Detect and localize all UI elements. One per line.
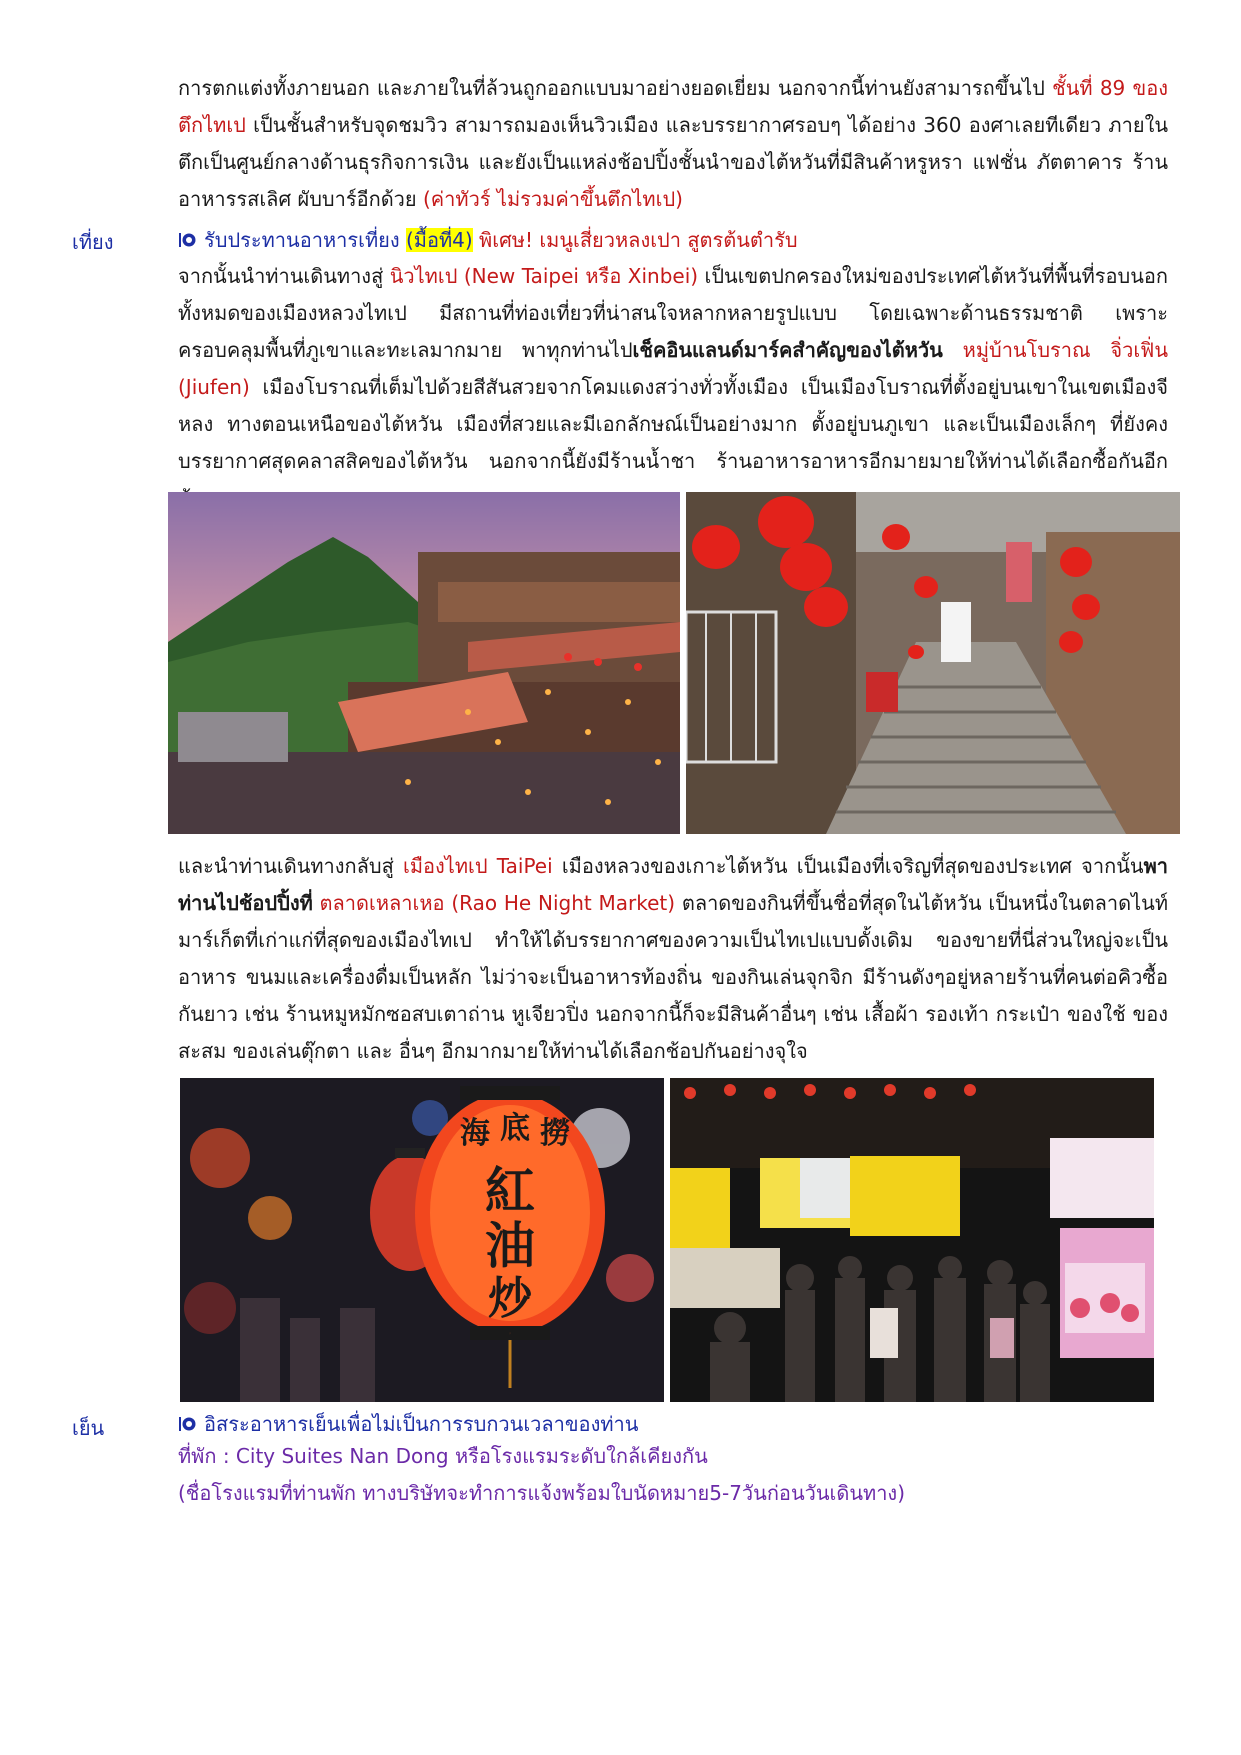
photo-jiufen-mountain <box>168 492 680 834</box>
lunch-special: พิเศษ! เมนูเสี่ยวหลงเปา สูตรต้นตำรับ <box>472 228 798 252</box>
dinner-block <box>178 1408 1168 1509</box>
meal-number: (มื้อที่4) <box>405 228 473 252</box>
dinner-label: เย็น <box>72 1416 105 1440</box>
photo-night-lantern <box>180 1078 664 1402</box>
text-run: การตกแต่งทั้งภายนอก และภายในที่ล้วนถูกออกแบบมาอย่างยอดเยี่ยม นอกจากนี้ท่านยังสามารถขึ้นไป <box>178 76 1053 100</box>
lantern-char-1: 海 <box>460 1116 490 1151</box>
hotel-line: ที่พัก : City Suites Nan Dong หรือโรงแรมระดับใกล้เคียงกัน <box>178 1444 708 1468</box>
lantern-char-7: 手 <box>509 1334 511 1335</box>
text-shopping: พาท่านไปช้อปปิ้งที่ <box>178 854 1168 915</box>
text-landmark: เช็คอินแลนด์มาร์คสำคัญของไต้หวัน <box>632 338 943 362</box>
dish-icon <box>178 230 198 250</box>
jiufen-text <box>178 258 1168 517</box>
text-taipei: เมืองไทเป TaiPei <box>403 854 553 878</box>
photo-jiufen-alley <box>686 492 1180 834</box>
lantern-char-4: 紅 <box>485 1162 535 1220</box>
paragraph-raohe <box>178 848 1168 1070</box>
text-run: เมืองโบราณที่เต็มไปด้วยสีสันสวยจากโคมแดงสว่างทั่วทั้งเมือง เป็นเมืองโบราณที่ตั้งอยู่บนเขาในเขตเมืองจีหลง ทางตอนเหนือของไต้หวัน เมืองที่สวยและมีเอกลักษณ์เป็นอย่างมาก ตั้งอยู่บนภูเขา และเป็นเมืองเล็กๆ ที่ยังคงบรรยากาศสุดคลาสสิคของไต้หวัน นอกจากนี้ยังมีร้านน้ำชา ร้านอาหารอาหารอีกมายมายให้ท่านได้เลือกซื้อกันอีก <box>178 375 1168 473</box>
text-run: เมืองหลวงของเกาะไต้หวัน เป็นเมืองที่เจริญที่สุดของประเทศ จากนั้น <box>552 854 1144 878</box>
hotel-note: (ชื่อโรงแรมที่ท่านพัก ทางบริษัทจะทำการแจ้งพร้อมใบนัดหมาย5-7วันก่อนวันเดินทาง) <box>178 1481 905 1505</box>
lunch-label: เที่ยง <box>72 230 114 254</box>
text-raohe: ตลาดเหลาเหอ (Rao He Night Market) <box>312 891 676 915</box>
text-run: จากนั้นนำท่านเดินทางสู่ <box>178 264 390 288</box>
lantern-char-3: 撈 <box>540 1116 570 1151</box>
raohe-text <box>178 848 1168 1070</box>
text-tour-note: (ค่าทัวร์ ไม่รวมค่าขึ้นตึกไทเป) <box>423 187 683 211</box>
lunch-line <box>178 226 1168 254</box>
lunch-text: รับประทานอาหารเที่ยง <box>204 228 406 252</box>
lantern-char-5: 油 <box>485 1217 535 1275</box>
text-jiufen: หมู่บ้านโบราณ จิ่วเฟิ่น (Jiufen) <box>178 338 1169 399</box>
paragraph-jiufen <box>178 258 1168 517</box>
dish-icon <box>178 1414 198 1434</box>
text-run: เป็นเขตปกครองใหม่ของประเทศไต้หวันที่พื้นที่รอบนอกทั้งหมดของเมืองหลวงไทเป มีสถานที่ท่องเที่ยวที่น่าสนใจหลากหลายรูปแบบ โดยเฉพาะด้านธรรมชาติ เพราะครอบคลุมพื้นที่ภูเขาและทะเลมากมาย พาทุกท่านไป <box>178 264 1168 362</box>
photo-night-market <box>670 1078 1154 1402</box>
text-run: ตลาดของกินที่ขึ้นชื่อที่สุดในไต้หวัน เป็นหนึ่งในตลาดไนท์มาร์เก็ตที่เก่าแก่ที่สุดของเมืองไทเป ทำให้ได้บรรยากาศของความเป็นไทเปแบบดั้งเดิม ของขายที่นี่ส่วนใหญ่จะเป็นอาหาร ขนมและเครื่องดื่มเป็นหลัก ไม่ว่าจะเป็นอาหารท้องถิ่น ของกินเล่นจุกจิก มีร้านดังๆอยู่หลายร้านที่คนต่อคิวซื้อกันยาว เช่น ร้านหมูหมักซอสบเตาถ่าน หูเจียวปิ่ง นอกจากนี้ก็จะมีสินค้าอื่นๆ เช่น เสื้อผ้า รองเท้า กระเป๋า ของใช้ ของสะสม ของเล่นตุ๊กตา และ อื่นๆ อีกมากมายให้ท่านได้เลือกช้อปกันอย่างจุใจ <box>178 891 1168 1063</box>
text-run: และนำท่านเดินทางกลับสู่ <box>178 854 403 878</box>
text-new-taipei: นิวไทเป (New Taipei หรือ Xinbei) <box>389 264 699 288</box>
text-run: เป็นชั้นสำหรับจุดชมวิว สามารถมองเห็นวิวเมือง และบรรยากาศรอบๆ ได้อย่าง 360 องศาเลยทีเดียว ภายในตึกเป็นศูนย์กลางด้านธุรกิจการเงิน และยังเป็นแหล่งช้อปปิ้งชั้นนำของไต้หวันที่มีสินค้าหรูหรา แฟชั่น ภัตตาคาร ร้านอาหารรสเลิศ ผับบาร์อีกด้วย <box>178 113 1168 211</box>
dinner-line <box>178 1408 1168 1440</box>
lantern-char-2: 底 <box>500 1111 530 1146</box>
taipei-101-text <box>178 70 1168 218</box>
dinner-text: อิสระอาหารเย็นเพื่อไม่เป็นการรบกวนเวลาของท่าน <box>204 1412 639 1436</box>
paragraph-taipei-101 <box>178 70 1168 218</box>
text-floor-89: ชั้นที่ 89 ของตึกไทเป <box>178 76 1168 137</box>
lantern-char-6: 炒 <box>488 1273 532 1324</box>
